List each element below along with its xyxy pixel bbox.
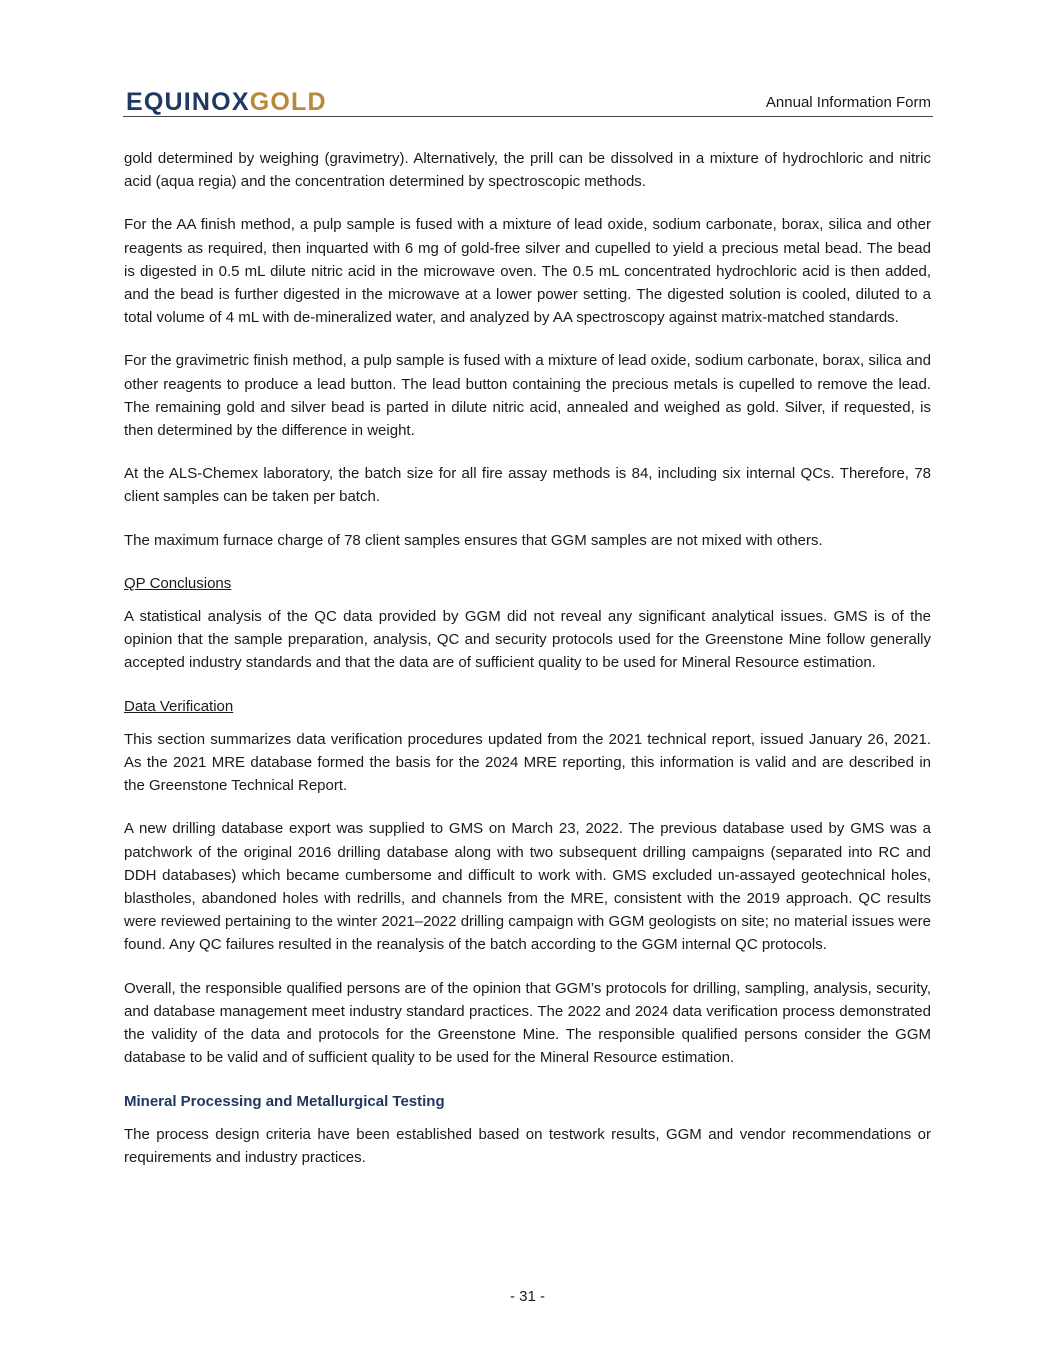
paragraph-gravimetric-finish: For the gravimetric finish method, a pulp sample is fused with a mixture of lead oxide, sodium carbonate, borax, silica and other reagents to produce a lead button. The lead button containing the precious metals is cupelled to remove the lead. The remaining gold and silver bead is parted in dilute nitric acid, annealed and weighed as gold. Silver, if requested, is then determined by the difference in weight. [124,352,931,440]
document-title: Annual Information Form [765,94,931,111]
paragraph-data-verification-summary: This section summarizes data verification procedures updated from the 2021 technical report, issued January 26, 2021. As the 2021 MRE database formed the basis for the 2024 MRE reporting, this information is valid and are described in the Greenstone Technical Report. [124,730,931,795]
logo-equinox-text: EQUINOX [126,88,250,116]
company-logo [126,88,327,116]
page-header [123,86,933,117]
section-heading-mineral-processing: Mineral Processing and Metallurgical Testing [124,1092,445,1110]
paragraph-batch-size: At the ALS-Chemex laboratory, the batch size for all fire assay methods is 84, including six internal QCs. Therefore, 78 client samples can be taken per batch. [124,465,931,506]
subheading-data-verification: Data Verification [124,697,234,715]
paragraph-overall-opinion: Overall, the responsible qualified persons are of the opinion that GGM’s protocols for drilling, sampling, analysis, security, and database management meet industry standard practices. The 2022 and 2024 data verification process demonstrated the validity of the data and protocols for the Greenstone Mine. The responsible qualified persons consider the GGM database to be valid and of sufficient quality to be used for the Mineral Resource estimation. [124,979,931,1067]
paragraph-furnace-charge: The maximum furnace charge of 78 client samples ensures that GGM samples are not mixed with others. [124,531,823,549]
subheading-qp-conclusions: QP Conclusions [124,574,232,592]
paragraph-aa-finish: For the AA finish method, a pulp sample is fused with a mixture of lead oxide, sodium carbonate, borax, silica and other reagents as required, then inquarted with 6 mg of gold-free silver and cupelled to yield a precious metal bead. The bead is digested in 0.5 mL dilute nitric acid in the microwave oven. The 0.5 mL concentrated hydrochloric acid is then added, and the bead is further digested in the microwave at a lower power setting. The digested solution is cooled, diluted to a total volume of 4 mL with de-mineralized water, and analyzed by AA spectroscopy against matrix-matched standards. [124,216,931,327]
paragraph-process-design: The process design criteria have been established based on testwork results, GGM and vendor recommendations or requirements and industry practices. [124,1125,931,1166]
logo-gold-text: GOLD [249,88,327,116]
page-number: - 31 - [509,1288,545,1305]
document-body [124,147,931,1189]
paragraph-qp-conclusions: A statistical analysis of the QC data provided by GGM did not reveal any significant analytical issues. GMS is of the opinion that the sample preparation, analysis, QC and security protocols used for the Greenstone Mine follow generally accepted industry standards and that the data are of sufficient quality to be used for Mineral Resource estimation. [124,608,931,672]
paragraph-gravimetry-intro: gold determined by weighing (gravimetry). Alternatively, the prill can be dissolved in a mixture of hydrochloric and nitric acid (aqua regia) and the concentration determined by spectroscopic methods. [124,150,931,191]
paragraph-drilling-database: A new drilling database export was supplied to GMS on March 23, 2022. The previous database used by GMS was a patchwork of the original 2016 drilling database along with two subsequent drilling campaigns (separated into RC and DDH databases) which became cumbersome and difficult to work with. GMS excluded un-assayed geotechnical holes, blastholes, abandoned holes with redrills, and channels from the MRE, consistent with the 2019 approach. QC results were reviewed pertaining to the winter 2021–2022 drilling campaign with GGM geologists on site; no material issues were found. Any QC failures resulted in the reanalysis of the batch according to the GGM internal QC protocols. [124,820,931,954]
